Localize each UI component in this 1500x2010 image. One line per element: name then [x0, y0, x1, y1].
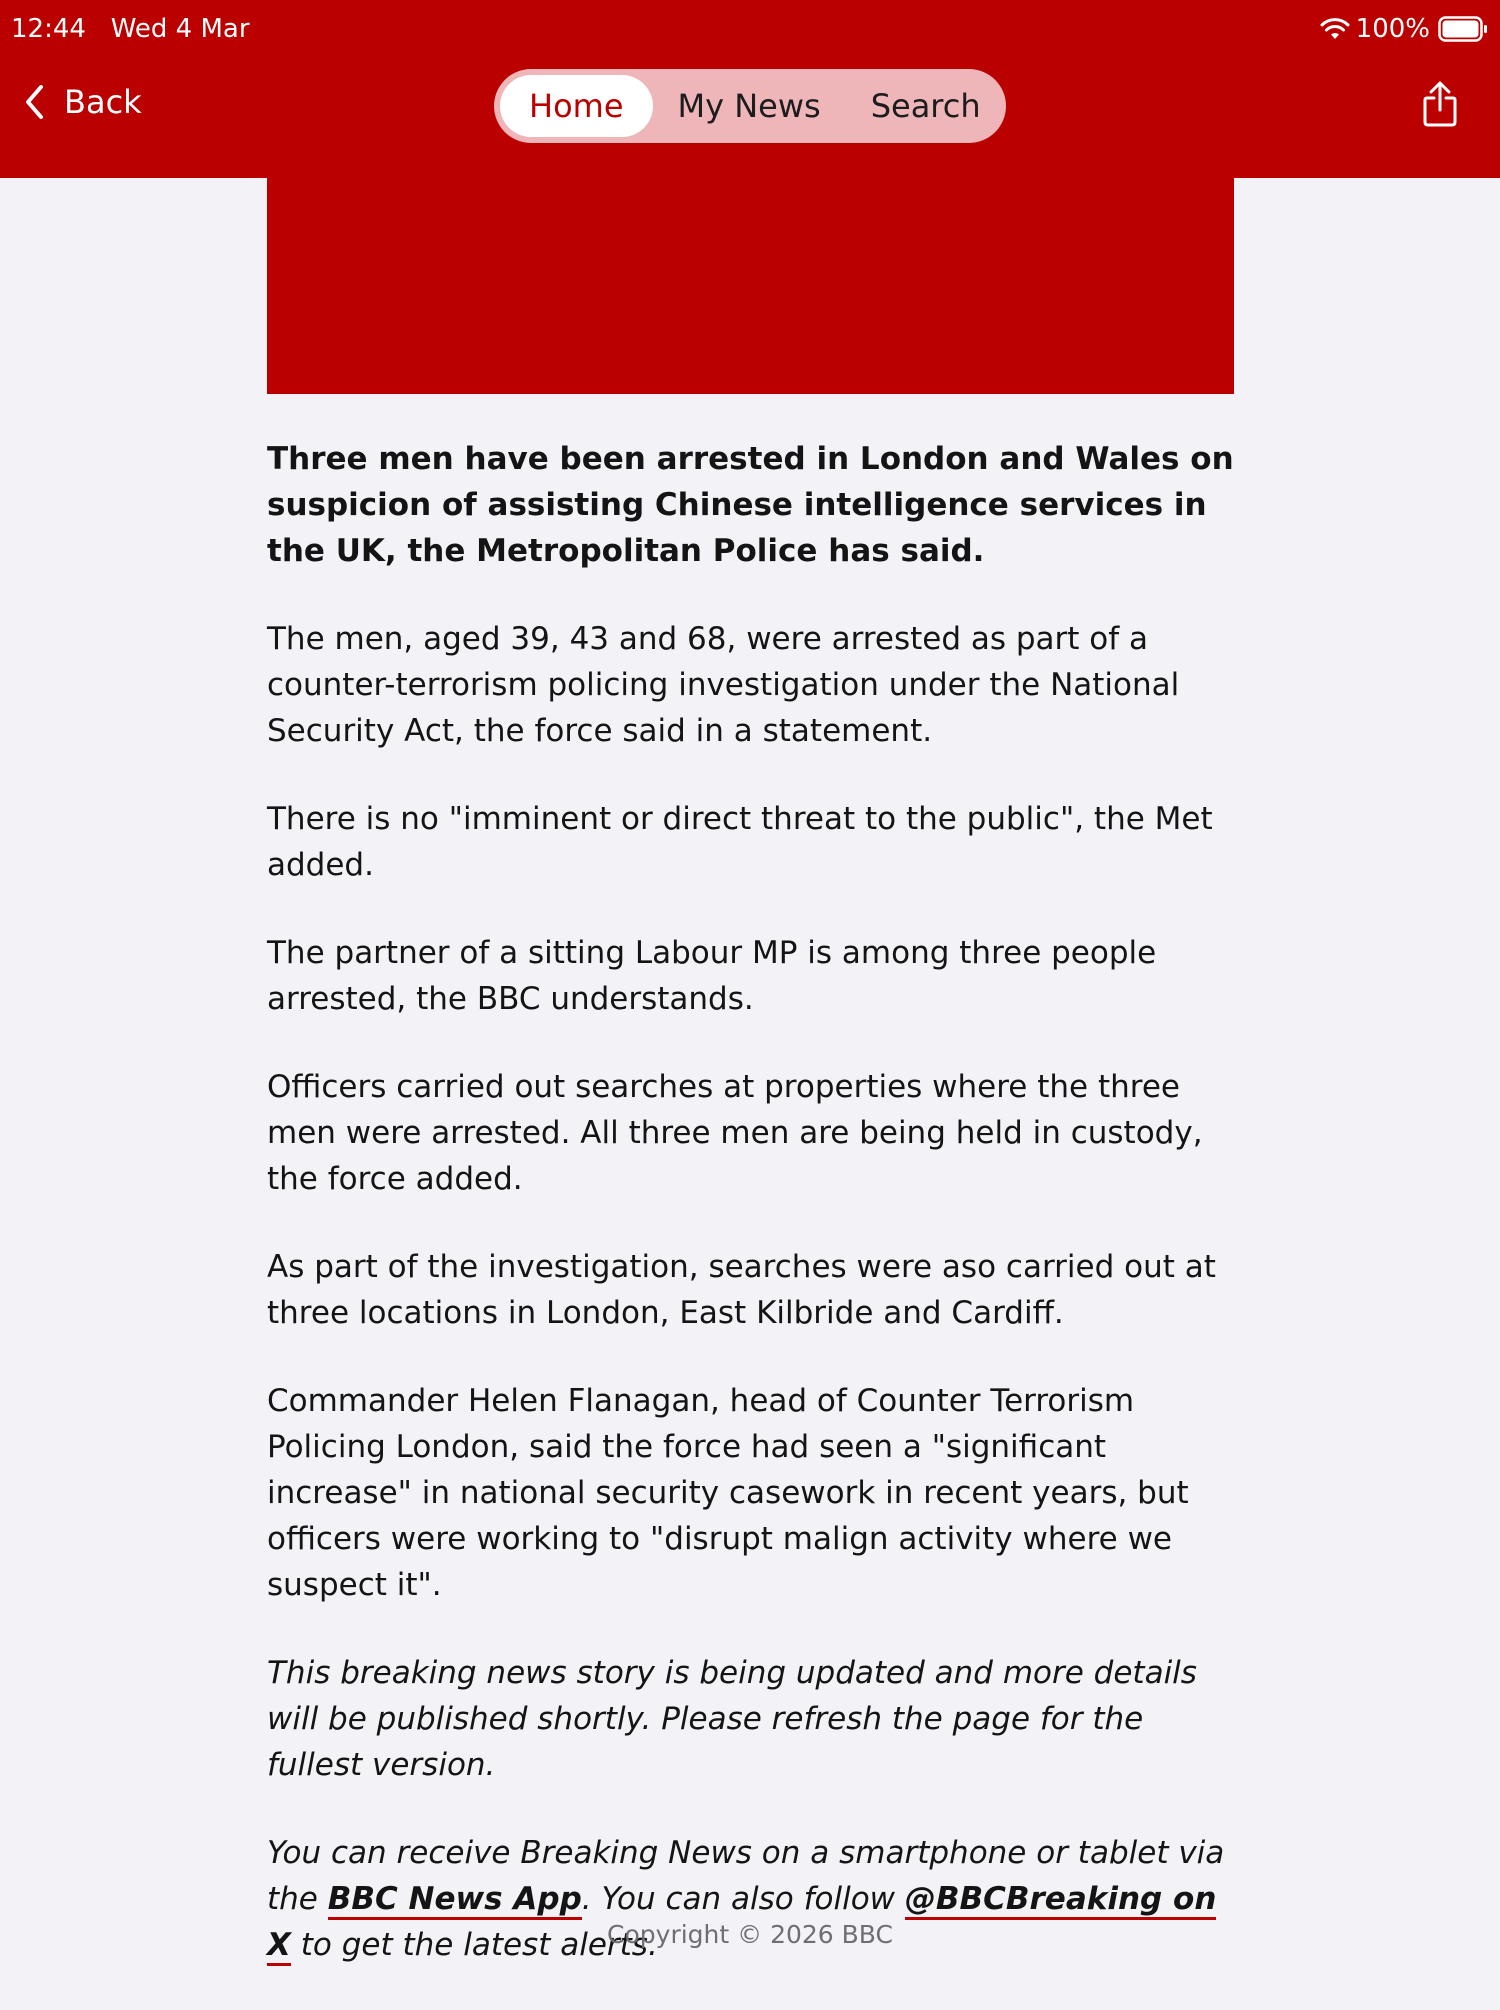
article-paragraph: There is no "imminent or direct threat to the public", the Met added.: [267, 801, 1213, 883]
share-icon[interactable]: [1422, 80, 1458, 128]
article-paragraph: The men, aged 39, 43 and 68, were arrested as part of a counter-terrorism policing investigation under the National Security Act, the force said in a statement.: [267, 621, 1180, 749]
bbc-news-app-link[interactable]: BBC News App: [328, 1881, 582, 1920]
status-date: Wed 4 Mar: [110, 14, 250, 44]
copyright: Copyright © 2026 BBC: [607, 1920, 893, 1949]
status-time: 12:44 Wed 4 Mar: [11, 14, 250, 44]
bbc-breaking-x-link[interactable]: @BBCBreaking on X: [267, 1881, 1216, 1966]
tab-search[interactable]: Search: [870, 87, 981, 125]
nav-segmented-control: [494, 69, 1006, 143]
tab-home[interactable]: Home: [500, 75, 653, 137]
back-button[interactable]: [22, 82, 142, 122]
article-paragraph: The partner of a sitting Labour MP is among three people arrested, the BBC understands.: [267, 935, 1157, 1017]
article-paragraph: As part of the investigation, searches were aso carried out at three locations in London, East Kilbride and Cardiff.: [267, 1249, 1216, 1331]
wifi-icon: [1320, 18, 1350, 40]
battery-icon: [1438, 16, 1488, 42]
promo-middle: . You can also follow: [581, 1881, 905, 1917]
article-lead: Three men have been arrested in London and Wales on suspicion of assisting Chinese intelligence services in the UK, the Metropolitan Police has said.: [267, 441, 1234, 569]
update-note: This breaking news story is being updated and more details will be published shortly. Please refresh the page for the fullest version.: [267, 1655, 1197, 1783]
article-paragraph: Officers carried out searches at properties where the three men were arrested. All three men are being held in custody, the force added.: [267, 1069, 1203, 1197]
status-indicators: [1320, 14, 1488, 44]
chevron-left-icon: [22, 82, 46, 122]
article-body: [267, 436, 1242, 2010]
back-label: Back: [64, 83, 142, 121]
article-paragraph: Commander Helen Flanagan, head of Counter Terrorism Policing London, said the force had seen a "significant increase" in national security casework in recent years, but officers were working to "disrupt malign activity where we suspect it".: [267, 1383, 1189, 1603]
tab-my-news[interactable]: My News: [677, 87, 821, 125]
promo-prefix: You can receive Breaking News on a smartphone or tablet via the: [267, 1835, 1225, 1917]
app-header: [0, 0, 1500, 178]
battery-percentage: 100%: [1355, 14, 1430, 44]
hero-image: [267, 178, 1234, 394]
promo-suffix: to get the latest alerts.: [290, 1927, 658, 1963]
